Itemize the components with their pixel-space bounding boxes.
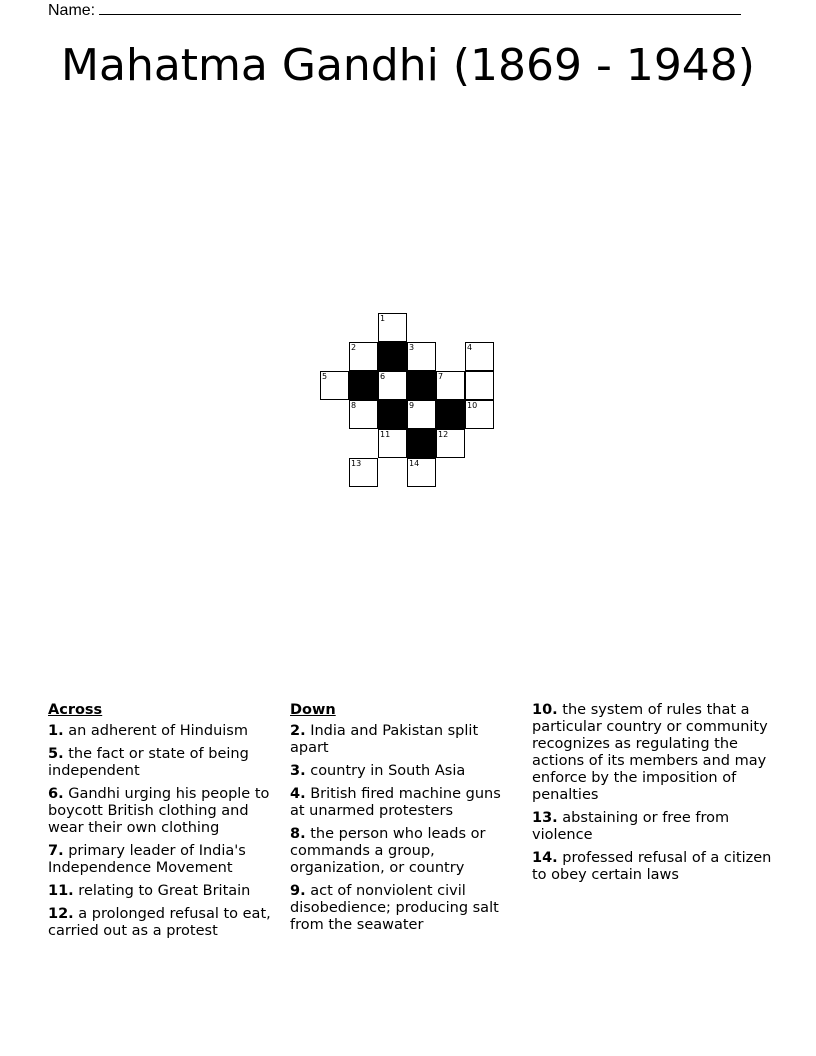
cell-number: 7 — [438, 372, 444, 381]
across-clue-list — [48, 723, 274, 940]
clue-text: British fired machine guns at unarmed protesters — [290, 786, 501, 819]
clue-item — [290, 883, 516, 934]
grid-cell[interactable] — [436, 429, 465, 458]
name-line — [48, 0, 741, 20]
down-clue-list — [290, 723, 516, 934]
grid-cell[interactable] — [378, 371, 407, 400]
clue-item — [532, 702, 772, 804]
clue-number: 4. — [290, 786, 306, 802]
grid-block — [378, 342, 407, 371]
grid-block — [436, 400, 465, 429]
cell-number: 2 — [351, 343, 357, 352]
grid-cell[interactable] — [349, 458, 378, 487]
clue-item — [290, 763, 516, 780]
clue-text: abstaining or free from violence — [532, 810, 730, 843]
clue-text: the system of rules that a particular country or community recognizes as regulating the actions of its members and may enforce by the imposition of penalties — [532, 702, 768, 803]
grid-block — [407, 371, 436, 400]
clue-text: country in South Asia — [310, 763, 466, 779]
clue-item — [532, 810, 772, 844]
down-clue-list-continued — [532, 702, 772, 884]
grid-cell[interactable] — [465, 371, 494, 400]
grid-cell[interactable] — [465, 342, 494, 371]
cell-number: 9 — [409, 401, 415, 410]
name-blank[interactable] — [99, 0, 741, 15]
cell-number: 1 — [380, 314, 386, 323]
clue-text: primary leader of India's Independence Movement — [48, 843, 246, 876]
page-title: Mahatma Gandhi (1869 - 1948) — [61, 40, 755, 91]
clue-item — [48, 906, 274, 940]
grid-cell[interactable] — [407, 400, 436, 429]
clue-number: 2. — [290, 723, 306, 739]
clue-item — [48, 746, 274, 780]
clue-text: act of nonviolent civil disobedience; producing salt from the seawater — [290, 883, 499, 933]
clue-number: 12. — [48, 906, 74, 922]
cell-number: 13 — [351, 459, 362, 468]
grid-block — [378, 400, 407, 429]
clue-item — [48, 786, 274, 837]
clue-text: the person who leads or commands a group, organization, or country — [290, 826, 486, 876]
name-label: Name: — [48, 2, 96, 19]
clue-number: 7. — [48, 843, 64, 859]
cell-number: 12 — [438, 430, 449, 439]
clue-text: Gandhi urging his people to boycott British clothing and wear their own clothing — [48, 786, 270, 836]
clue-number: 14. — [532, 850, 558, 866]
grid-cell[interactable] — [349, 342, 378, 371]
clue-item — [290, 826, 516, 877]
down-heading: Down — [290, 702, 336, 718]
clue-number: 13. — [532, 810, 558, 826]
grid-cell[interactable] — [465, 400, 494, 429]
clue-number: 1. — [48, 723, 64, 739]
grid-cell[interactable] — [407, 342, 436, 371]
cell-number: 3 — [409, 343, 415, 352]
grid-cell[interactable] — [436, 371, 465, 400]
clue-number: 8. — [290, 826, 306, 842]
down-clues-continued — [532, 702, 772, 890]
cell-number: 11 — [380, 430, 391, 439]
down-clues — [290, 702, 516, 940]
clue-number: 10. — [532, 702, 558, 718]
across-clues — [48, 702, 274, 946]
grid-block — [349, 371, 378, 400]
across-heading: Across — [48, 702, 103, 718]
cell-number: 10 — [467, 401, 478, 410]
grid-cell[interactable] — [378, 429, 407, 458]
clue-number: 11. — [48, 883, 74, 899]
grid-cell[interactable] — [320, 371, 349, 400]
clue-text: relating to Great Britain — [78, 883, 251, 899]
cell-number: 4 — [467, 343, 473, 352]
clue-text: a prolonged refusal to eat, carried out as a protest — [48, 906, 271, 939]
grid-cell[interactable] — [378, 313, 407, 342]
cell-number: 8 — [351, 401, 357, 410]
clue-item — [48, 883, 274, 900]
cell-number: 6 — [380, 372, 386, 381]
clue-item — [532, 850, 772, 884]
clue-number: 5. — [48, 746, 64, 762]
cell-number: 14 — [409, 459, 420, 468]
clue-item — [290, 786, 516, 820]
cell-number: 5 — [322, 372, 328, 381]
grid-cell[interactable] — [407, 458, 436, 487]
clue-item — [290, 723, 516, 757]
clue-item — [48, 723, 274, 740]
clue-text: an adherent of Hinduism — [68, 723, 248, 739]
clue-number: 3. — [290, 763, 306, 779]
clue-item — [48, 843, 274, 877]
clue-text: professed refusal of a citizen to obey certain laws — [532, 850, 772, 883]
clue-text: India and Pakistan split apart — [290, 723, 479, 756]
clue-number: 9. — [290, 883, 306, 899]
grid-cell[interactable] — [349, 400, 378, 429]
clue-number: 6. — [48, 786, 64, 802]
grid-block — [407, 429, 436, 458]
clue-text: the fact or state of being independent — [48, 746, 249, 779]
